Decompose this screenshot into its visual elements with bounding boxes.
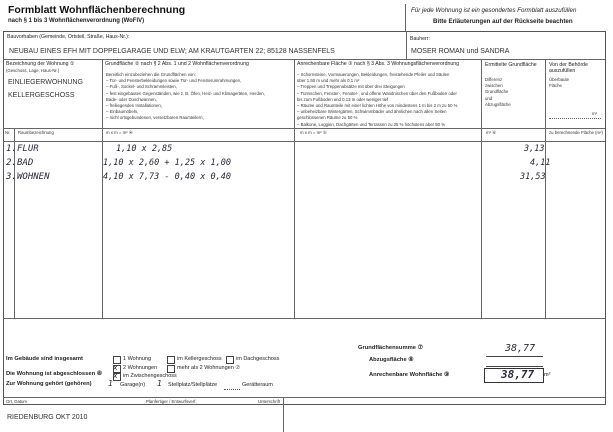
share-label: Gerätteraum (242, 382, 273, 388)
formula-header: m x m = m² ④ (106, 130, 133, 135)
share-underline (224, 389, 240, 390)
row-result[interactable]: 3,13 (524, 144, 545, 154)
basement-checkbox[interactable] (167, 356, 175, 364)
table-row (3, 171, 605, 185)
place-label: Ort, Datum (6, 399, 28, 404)
note-line: – Türnischen, Fenster-, Fenster-, und offene Wandnischen über den Fußboden oder (297, 90, 457, 96)
header-bottom-line (3, 128, 605, 129)
attic-label: im Dachgeschoss (236, 356, 280, 362)
note-line: Differenz (485, 77, 503, 82)
owner-divider (406, 31, 407, 59)
office-header-text: zu berechnende Fläche (m²) (549, 130, 603, 135)
row-room[interactable]: BAD (17, 158, 34, 168)
basement-label: im Kellergeschoss (177, 356, 222, 362)
two-units-label: 2 Wohnungen (123, 365, 158, 371)
note-line: – unbeheizbare Wintergärten, Schwimmbäder und ähnlichen nach allen Seiten (297, 109, 447, 115)
more-units-label: mehr als 2 Wohnungen ⑦ (177, 365, 241, 371)
office-label-text: Von der Behörde auszufüllen (549, 62, 588, 74)
unit-sublabel: (Geschoss, Lage, Haus-Nr.) (6, 68, 60, 73)
project-field[interactable]: NEUBAU EINES EFH MIT DOPPELGARAGE UND ELW; AM KRAUTGARTEN 22; 85128 NASSENFELS (9, 48, 335, 55)
anr-label: Anrechenbare Fläche ③ nach § 3 Abs. 3 Wohnungsflächenverordnung (297, 61, 460, 67)
footer-line (3, 397, 605, 398)
header-divider (405, 4, 406, 31)
office-underline (549, 118, 601, 119)
two-units-mark: x (113, 363, 118, 372)
table-row (3, 143, 605, 157)
form-subtitle: nach § 1 bis 3 Wohnflächenverordnung (WoFlV) (8, 18, 145, 24)
row-formula[interactable]: 1,10 x 2,60 + 1,25 x 1,00 (103, 158, 231, 168)
footer-divider (283, 397, 284, 432)
total-label: Anrechenbare Wohnfläche ⑨ (369, 372, 450, 378)
note-line: und (485, 95, 493, 101)
result-label (485, 62, 541, 68)
office-unit: m² (592, 111, 598, 116)
place-field[interactable]: RIEDENBURG OKT 2010 (7, 414, 88, 421)
note-line: Bereitlich einzubeziehen die Grundflächen von: (106, 72, 196, 77)
row-formula[interactable]: 4,10 x 7,73 - 0,40 x 0,40 (103, 172, 231, 182)
parking-count[interactable]: 1 (157, 379, 162, 388)
result-notes (485, 77, 511, 108)
grund-notes (106, 72, 292, 122)
office-notes (549, 77, 569, 89)
note-line: über 1,50 m und mehr als 0,1 m² (297, 78, 360, 84)
row-result[interactable]: 31,53 (520, 172, 546, 182)
unit-field-2[interactable]: KELLERGESCHOSS (8, 92, 75, 99)
sign-label: Unterschrift (258, 399, 280, 404)
col-line-4 (545, 59, 546, 318)
deduction-label: Abzugsfläche ⑧ (369, 357, 414, 363)
one-unit-label: 1 Wohnung (123, 356, 152, 362)
closed-label: Die Wohnung ist abgeschlossen ⑧ (6, 371, 102, 377)
owner-field[interactable]: MOSER ROMAN und SANDRA (411, 48, 510, 55)
anr-header: m x m = m² ⑤ (300, 130, 327, 135)
note-line: bis zum Fußboden und 0,13 m oder weniger tief (297, 96, 389, 102)
garage-count[interactable]: 1 (108, 379, 113, 388)
note-line: Bade- oder Duschwannen, (106, 96, 157, 102)
table-bottom-line (3, 318, 605, 319)
note-line: – Fuß-, Sockel- und Schrammleisten, (106, 84, 177, 90)
project-label: Bauvorhaben (Gemeinde, Ortsteil, Straße, Haus-Nr.): (7, 34, 130, 40)
sum-underline (486, 356, 543, 357)
header-hint: Bitte Erläuterungen auf der Rückseite beachten (433, 18, 573, 25)
note-line: zwischen (485, 83, 503, 89)
note-line: – fest eingebauten Gegenständen, wie z. B. Öfen, Heiz- und Klimageräten, Herden, (106, 90, 265, 96)
mezzanine-label: im Zwischengeschoss (123, 373, 177, 379)
closed-mark: x (113, 371, 118, 380)
sum-label: Grundflächensumme ⑦ (358, 345, 423, 351)
note-line: – Balkone, Loggien, Dachgärten und Terrassen zu 25 % höchstens aber 50 % (297, 121, 446, 127)
unit-field-1[interactable]: EINLIEGERWOHNUNG (8, 79, 83, 86)
note-line: Fläche (549, 83, 562, 89)
garage-label: Garage(n) (120, 382, 146, 388)
attic-checkbox[interactable] (226, 356, 234, 364)
belongs-label: Zur Wohnung gehört (gehören) (6, 381, 92, 387)
row-nr: 1. (6, 144, 17, 154)
sum-value[interactable]: 38,77 (505, 343, 536, 354)
row-room[interactable]: WOHNEN (17, 172, 50, 182)
result-label-text: Ermittelte Grundfläche (485, 62, 537, 68)
deduction-underline (486, 366, 543, 367)
project-row-line (3, 59, 605, 60)
row-nr: 2. (6, 158, 17, 168)
total-unit: m² (544, 372, 551, 378)
note-line: – Einbaumöbeln, (106, 109, 139, 115)
building-label: Im Gebäude sind insgesamt (6, 356, 83, 362)
col-line-3 (481, 59, 482, 318)
total-value[interactable]: 38,77 (501, 368, 535, 381)
more-units-checkbox[interactable] (167, 365, 175, 373)
anr-notes (297, 72, 479, 128)
table-row (3, 157, 605, 171)
row-formula[interactable]: 1,10 x 2,85 (116, 144, 173, 154)
grund-label: Grundfläche ② nach § 2 Abs. 1 und 2 Wohnflächenverordnung (105, 61, 249, 67)
form-title: Formblatt Wohnflächenberechnung (8, 4, 186, 16)
note-line: Abzugsfläche (485, 101, 511, 107)
col-line-2 (294, 59, 295, 318)
planner-label: Planfertiger / Entwurfsverf. (146, 399, 197, 404)
owner-label: Bauherr: (410, 36, 430, 42)
note-line: – Räume und Raumteile mit einer lichten Höhe von mindestens 1 m bis 2 m zu 50 % (297, 103, 458, 109)
row-result[interactable]: 4,11 (530, 158, 551, 168)
parking-label: Stellplatz/Stellplätze (168, 382, 218, 388)
row-nr: 3. (6, 172, 17, 182)
result-header: m² ⑥ (486, 130, 497, 135)
unit-label: Bezeichnung der Wohnung ① (6, 61, 75, 67)
row-room[interactable]: FLUR (17, 144, 39, 154)
note-line: – Schornsteine, Vormauerungen, Bekleidungen, freistehende Pfeiler und Säulen (297, 72, 450, 77)
nr-header: Nr. (5, 130, 11, 135)
room-header: Raumbezeichnung (18, 130, 54, 135)
header-note: Für jede Wohnung ist ein gesondertes Formblatt auszufüllen (411, 7, 577, 14)
office-header (549, 130, 603, 135)
note-line: – freiliegenden Installationen, (106, 103, 162, 109)
note-line: Grundfläche (485, 89, 509, 95)
office-label (549, 62, 603, 74)
note-line: – Treppen und Treppenabsätze mit über drei Steigungen (297, 84, 405, 90)
col-line-1 (102, 59, 103, 318)
note-line: – Tür- und Fensterbekleidungen sowie Tür- und Fensterumrahmungen, (106, 78, 242, 84)
table-header-line (3, 141, 605, 142)
note-line: Überbaute (549, 77, 570, 82)
note-line: – nicht ortsgebundenen, versetzbaren Raumteilern, (106, 115, 204, 121)
note-line: geschlossenen Räume zu 50 % (297, 115, 358, 121)
